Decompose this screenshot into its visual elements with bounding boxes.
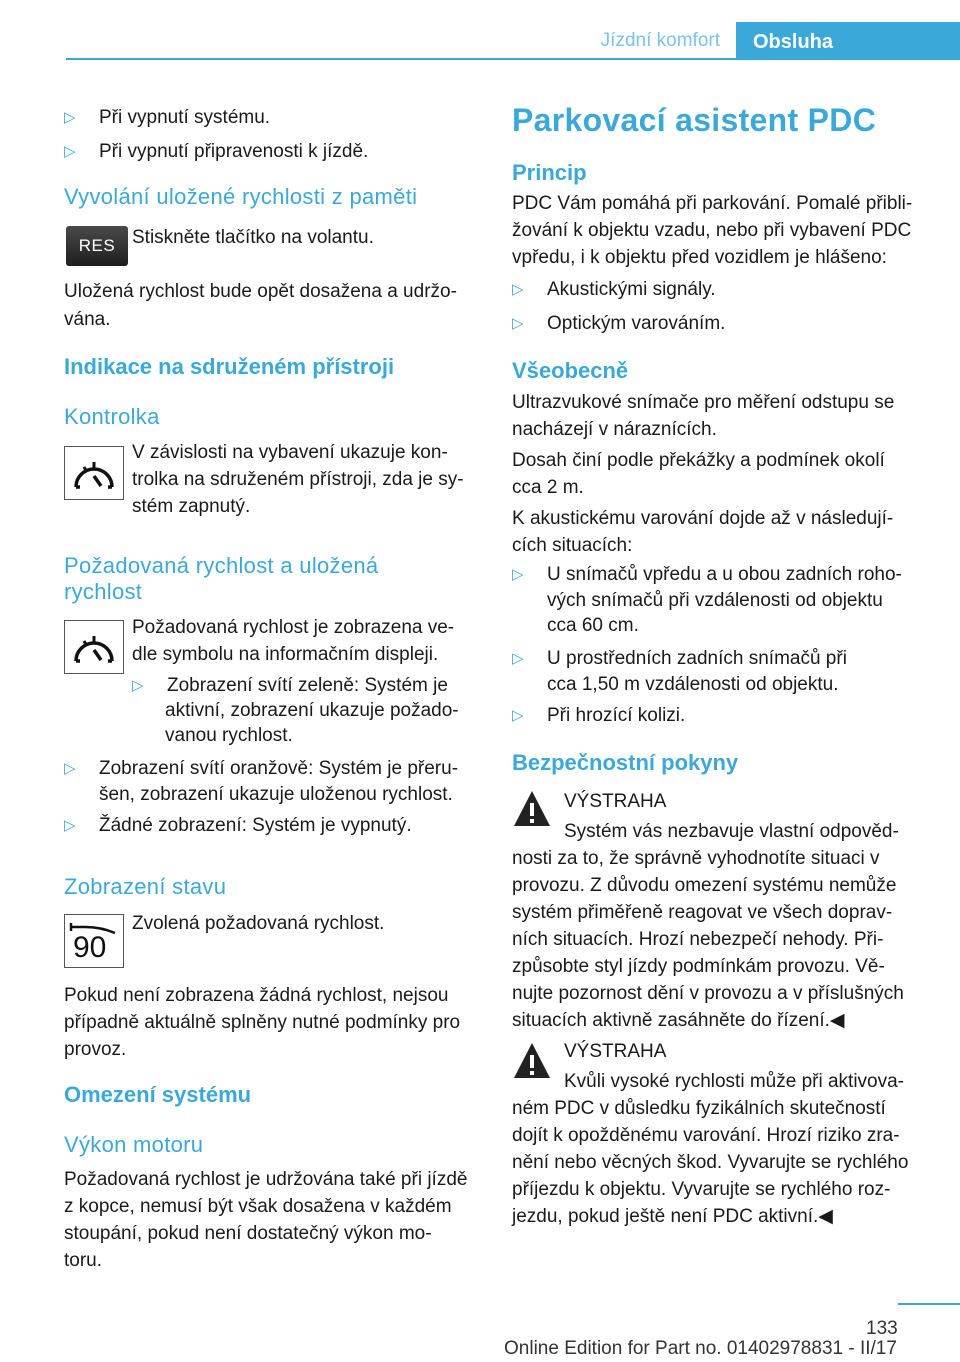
warning1-line1: Systém vás nezbavuje vlastní odpověd‐ (564, 821, 899, 842)
recall-result-line2: vána. (64, 309, 111, 330)
warning1-line6: způsobte styl jízdy podmínkám provozu. Vě‐ (512, 956, 885, 977)
speed-text-line2: dle symbolu na informačním displeji. (132, 644, 439, 665)
general-p1-line1: Ultrazvukové snímače pro měření odstupu se (512, 392, 895, 413)
header-rule (66, 58, 960, 60)
warning1-line3: provozu. Z důvodu omezení systému nemůže (512, 875, 897, 896)
status-para-line1: Pokud není zobrazena žádná rychlost, nejsou (64, 985, 449, 1006)
principle-line1: PDC Vám pomáhá při parkování. Pomalé přibli‐ (512, 193, 913, 214)
header-chapter-tab: Obsluha (736, 22, 960, 60)
general-heading: Všeobecně (512, 358, 629, 383)
edition-note: Online Edition for Part no. 01402978831 - II/17 (504, 1338, 897, 1359)
principle-line2: žování k objektu vzadu, nebo při vybavení PDC (512, 220, 912, 241)
res-button-icon: RES (66, 226, 128, 266)
warning2-line4: nění nebo věcných škod. Vyvarujte se rychlého (512, 1152, 909, 1173)
lamp-text-line2: trolka na sdruženém přístroji, zda je sy‐ (132, 469, 464, 490)
lamp-text-line1: V závislosti na vybavení ukazuje kon‐ (132, 442, 448, 463)
bullet-triangle-icon: ▷ (512, 707, 524, 724)
warning2-line3: dojít k opožděnému varování. Hrozí riziko zra‐ (512, 1125, 900, 1146)
bullet-triangle-icon: ▷ (512, 281, 524, 298)
limits-para-line1: Požadovaná rychlost je udržována také při jízdě (64, 1169, 468, 1190)
safety-heading: Bezpečnostní pokyny (512, 750, 739, 775)
warning-triangle-icon (512, 788, 552, 830)
speed-sub-line2: aktivní, zobrazení ukazuje požado‐ (165, 700, 459, 721)
cruise-control-speed-icon (64, 620, 124, 674)
speed-heading-line1: Požadovaná rychlost a uložená (64, 553, 379, 578)
bullet-triangle-icon: ▷ (512, 650, 524, 667)
bullet-triangle-icon: ▷ (512, 315, 524, 332)
warning2-title: VÝSTRAHA (564, 1041, 667, 1062)
recall-heading: Vyvolání uložené rychlosti z paměti (64, 184, 418, 209)
limits-para-line3: stoupání, pokud není dostatečný výkon mo‐ (64, 1223, 432, 1244)
general-p2-line1: Dosah činí podle překážky a podmínek okolí (512, 450, 885, 471)
general-b1-line3: cca 60 cm. (547, 615, 639, 636)
principle-line3: vpředu, i k objektu před vozidlem je hlášeno: (512, 247, 887, 268)
status-heading: Zobrazení stavu (64, 874, 227, 899)
speed-sub-line3: vanou rychlost. (165, 725, 293, 746)
limits-para-line4: toru. (64, 1250, 103, 1271)
bullet-triangle-icon: ▷ (64, 109, 76, 126)
status-text: Zvolená požadovaná rychlost. (132, 913, 385, 934)
bullet-triangle-icon: ▷ (512, 566, 524, 583)
bullet-triangle-icon: ▷ (64, 760, 76, 777)
warning1-line7: nujte pozornost dění v provozu a v příslušných (512, 983, 904, 1004)
lamp-heading: Kontrolka (64, 404, 160, 429)
footer-rule (898, 1303, 960, 1305)
recall-result-line1: Uložená rychlost bude opět dosažena a udržo‐ (64, 281, 457, 302)
general-p3-line2: cích situacích: (512, 535, 633, 556)
warning2-line6: jezdu, pokud ještě není PDC aktivní.◀ (512, 1206, 833, 1227)
speed-display-icon: 90 (64, 914, 124, 968)
speed-text-line1: Požadovaná rychlost je zobrazena ve‐ (132, 617, 455, 638)
speed-heading-line2: rychlost (64, 579, 143, 604)
warning1-line8: situacích aktivně zasáhněte do řízení.◀ (512, 1010, 845, 1031)
warning1-line4: systém přiměřeně reagovat ve všech doprav‐ (512, 902, 893, 923)
recall-instruction: Stiskněte tlačítko na volantu. (132, 227, 374, 248)
general-b1-line2: vých snímačů při vzdálenosti od objektu (547, 590, 883, 611)
page-number: 133 (866, 1318, 898, 1339)
indication-heading: Indikace na sdruženém přístroji (64, 354, 395, 379)
warning1-line5: ních situacích. Hrozí nebezpečí nehody. Při‐ (512, 929, 884, 950)
warning1-title: VÝSTRAHA (564, 791, 667, 812)
bullet-triangle-icon: ▷ (64, 143, 76, 160)
general-p2-line2: cca 2 m. (512, 477, 584, 498)
warning2-line2: ném PDC v důsledku fyzikálních skutečností (512, 1098, 886, 1119)
general-b2-line2: cca 1,50 m vzdálenosti od objektu. (547, 674, 839, 695)
warning2-line1: Kvůli vysoké rychlosti může při aktivova‐ (564, 1071, 904, 1092)
bullet-triangle-icon: ▷ (64, 817, 76, 834)
principle-heading: Princip (512, 160, 587, 185)
cruise-control-indicator-icon (64, 446, 124, 500)
limits-subheading: Výkon motoru (64, 1132, 204, 1157)
lamp-text-line3: stém zapnutý. (132, 496, 251, 517)
general-p3-line1: K akustickému varování dojde až v následují‐ (512, 508, 894, 529)
limits-heading: Omezení systému (64, 1082, 252, 1107)
warning1-line2: nosti za to, že správně vyhodnotíte situaci v (512, 848, 880, 869)
header-section-label: Jízdní komfort (600, 30, 720, 51)
warning2-line5: příjezdu k objektu. Vyvarujte se rychlého roz‐ (512, 1179, 891, 1200)
status-para-line2: případně aktuálně splněny nutné podmínky pro (64, 1012, 461, 1033)
limits-para-line2: z kopce, nemusí být však dosažena v každém (64, 1196, 452, 1217)
status-para-line3: provoz. (64, 1039, 127, 1060)
warning-triangle-icon (512, 1040, 552, 1082)
general-p1-line2: nacházejí v náraznících. (512, 419, 717, 440)
speed-b2-line2: šen, zobrazení ukazuje uloženou rychlost. (99, 784, 453, 805)
bullet-triangle-icon: ▷ (132, 677, 144, 694)
section-title: Parkovací asistent PDC (512, 102, 877, 138)
